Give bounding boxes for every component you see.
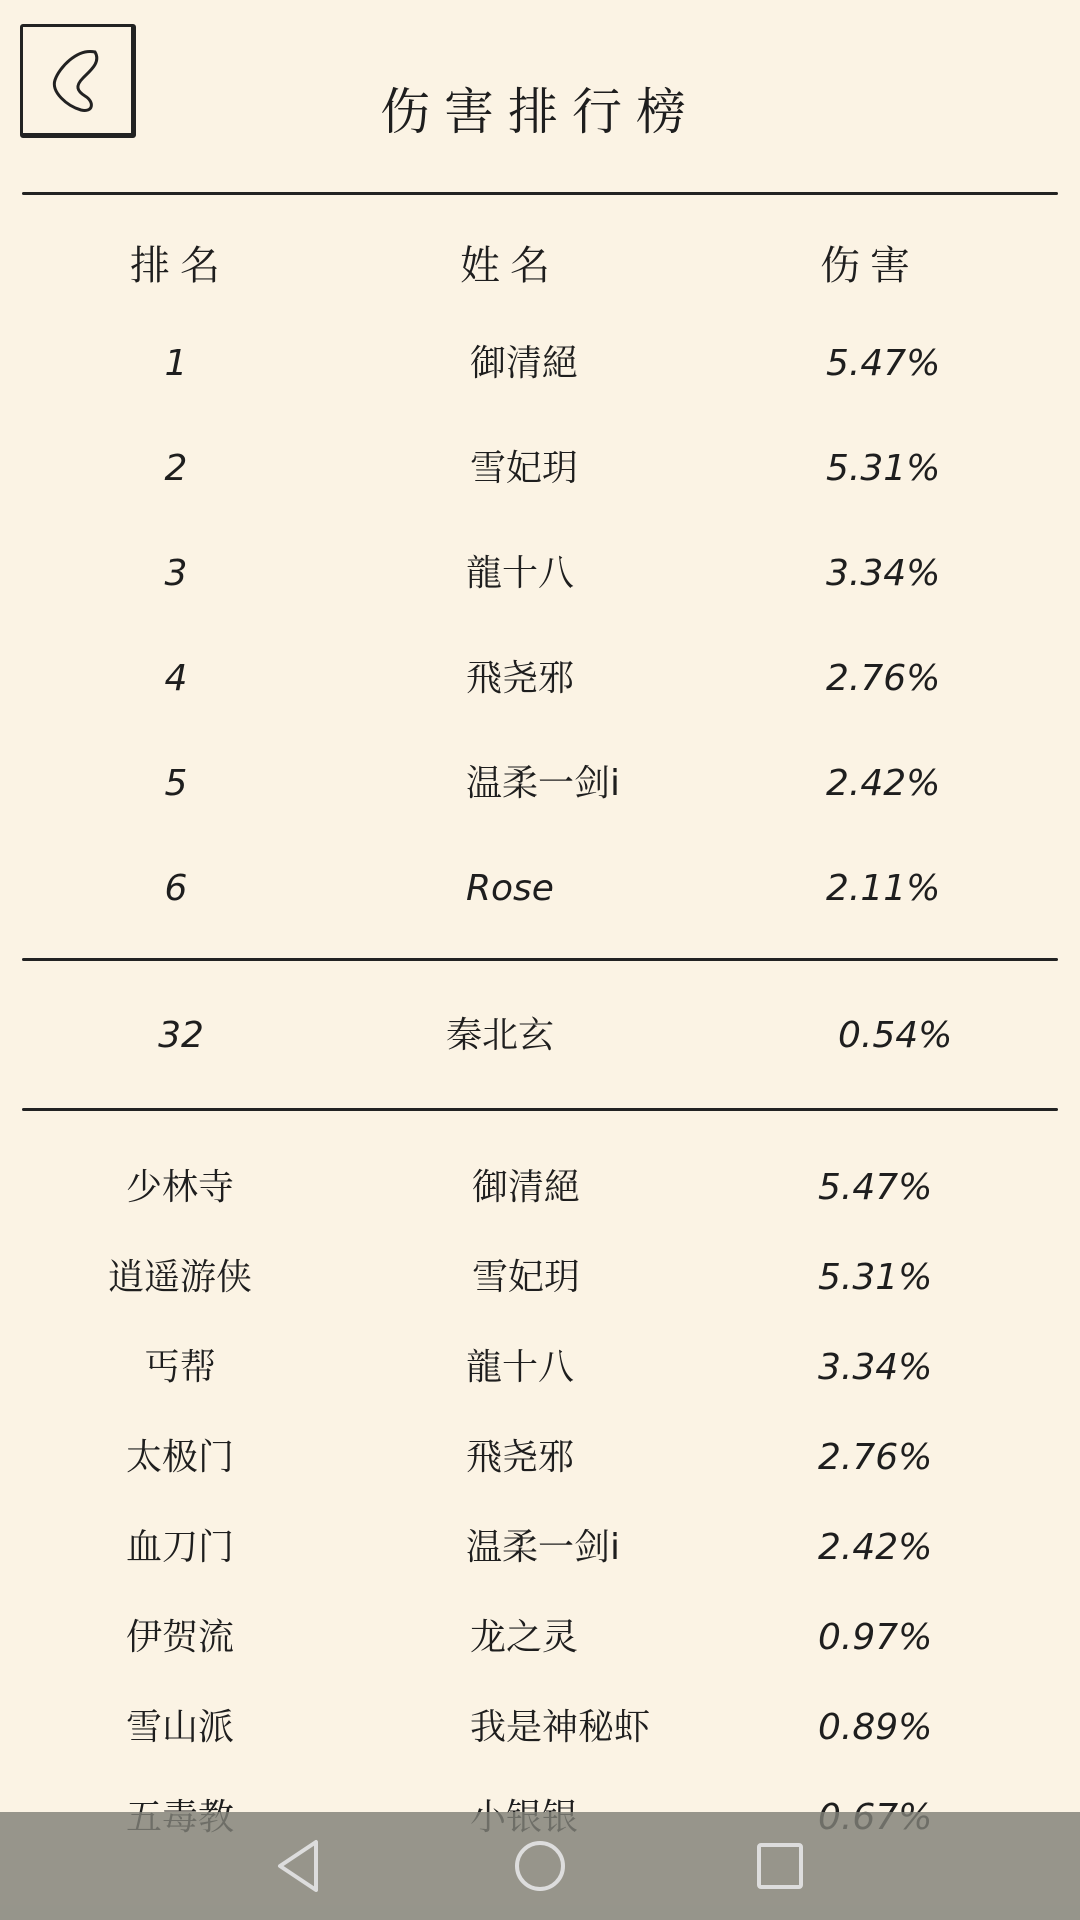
player-name-cell: 我是神秘虾 [470, 1707, 651, 1748]
self-name-cell: 秦北玄 [446, 1015, 555, 1056]
ranking-row [0, 649, 1080, 709]
column-header-row [0, 236, 1080, 296]
sect-row [0, 1518, 1080, 1578]
damage-cell: 5.47% [818, 1167, 933, 1208]
nav-home-button[interactable] [510, 1836, 570, 1896]
damage-cell: 0.97% [818, 1617, 933, 1658]
column-header-name: 姓名 [460, 243, 560, 289]
sect-cell: 太极门 [125, 1437, 234, 1478]
damage-cell: 2.76% [818, 1437, 933, 1478]
rank-cell: 3 [164, 553, 188, 594]
ranking-row [0, 544, 1080, 604]
ranking-row [0, 754, 1080, 814]
sect-cell: 雪山派 [125, 1707, 234, 1748]
sect-cell: 伊贺流 [125, 1617, 234, 1658]
self-ranking-row [0, 1006, 1080, 1066]
sect-row [0, 1608, 1080, 1668]
column-header-rank: 排名 [130, 243, 230, 289]
sect-cell: 少林寺 [125, 1167, 234, 1208]
player-name-cell: 雪妃玥 [470, 448, 579, 489]
ranking-row [0, 439, 1080, 499]
rank-cell: 6 [164, 868, 188, 909]
player-name-cell: 温柔一剑i [466, 763, 621, 804]
rank-cell: 5 [164, 763, 188, 804]
rank-cell: 1 [164, 343, 188, 384]
nav-home-icon [510, 1836, 570, 1896]
divider-bottom [22, 1108, 1058, 1111]
self-damage-cell: 0.54% [838, 1015, 953, 1056]
damage-cell: 2.76% [826, 658, 941, 699]
sect-cell: 逍遥游侠 [107, 1257, 252, 1298]
sect-cell: 血刀门 [125, 1527, 234, 1568]
column-header-damage: 伤害 [820, 243, 920, 289]
damage-cell: 3.34% [826, 553, 941, 594]
damage-cell: 2.42% [826, 763, 941, 804]
damage-cell: 5.31% [818, 1257, 933, 1298]
damage-cell: 3.34% [818, 1347, 933, 1388]
player-name-cell: 温柔一剑i [466, 1527, 621, 1568]
player-name-cell: 御清絕 [470, 343, 579, 384]
nav-back-button[interactable] [270, 1836, 330, 1896]
page-title: 伤害排行榜 [380, 83, 700, 141]
damage-cell: 2.42% [818, 1527, 933, 1568]
damage-cell: 2.11% [826, 868, 941, 909]
player-name-cell: 龙之灵 [470, 1617, 579, 1658]
player-name-cell: 御清絕 [472, 1167, 581, 1208]
damage-cell: 0.89% [818, 1707, 933, 1748]
self-rank-cell: 32 [158, 1015, 204, 1056]
rank-cell: 4 [164, 658, 188, 699]
rank-cell: 2 [164, 448, 188, 489]
player-name-cell: 龍十八 [466, 553, 575, 594]
divider-middle [22, 958, 1058, 961]
sect-cell: 丐帮 [143, 1347, 216, 1388]
nav-recent-icon [750, 1836, 810, 1896]
player-name-cell: 飛尧邪 [466, 1437, 575, 1478]
ranking-row [0, 859, 1080, 919]
sect-row [0, 1158, 1080, 1218]
damage-cell: 5.31% [826, 448, 941, 489]
nav-back-icon [270, 1836, 330, 1896]
ranking-row [0, 334, 1080, 394]
divider-top [22, 192, 1058, 195]
damage-cell: 5.47% [826, 343, 941, 384]
sect-row [0, 1338, 1080, 1398]
player-name-cell: 龍十八 [466, 1347, 575, 1388]
sect-row [0, 1428, 1080, 1488]
player-name-cell: Rose [466, 868, 554, 909]
sect-row [0, 1248, 1080, 1308]
sect-row [0, 1698, 1080, 1758]
nav-recent-button[interactable] [750, 1836, 810, 1896]
player-name-cell: 飛尧邪 [466, 658, 575, 699]
player-name-cell: 雪妃玥 [472, 1257, 581, 1298]
system-navigation-bar [0, 1812, 1080, 1920]
